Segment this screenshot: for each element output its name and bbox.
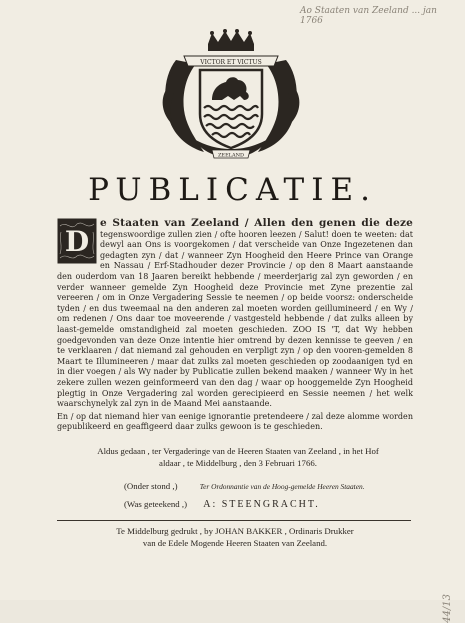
decorated-initial	[57, 218, 97, 264]
handwritten-annotation: Ao Staaten van Zeeland ... jan 1766	[300, 6, 437, 26]
done-line-1: Aldus gedaan , ter Vergaderinge van de Heeren Staaten van Zeeland , in het Hof	[97, 446, 379, 456]
corner-annotation: 44/13	[442, 594, 453, 623]
dropcap-letter: D	[64, 225, 90, 258]
signature-name: A: STEENGRACHT.	[203, 499, 320, 510]
divider-rule	[57, 520, 411, 521]
onder-stond-label: (Onder stond ,)	[124, 481, 178, 491]
done-statement	[68, 446, 408, 469]
proclamation-body	[57, 218, 413, 433]
motto-banner-text: VICTOR ET VICTUS	[200, 59, 262, 66]
ordonnantie-text: Ter Ordonnantie van de Hoog-gemelde Heeren Staaten.	[199, 482, 365, 491]
opening-line: e Staaten van Zeeland / Allen den genen die deze	[100, 217, 413, 229]
printer-line-1: Te Middelburg gedrukt , by JOHAN BAKKER , Ordinaris Drukker	[116, 526, 354, 536]
printer-imprint	[57, 526, 413, 549]
signature-line	[124, 499, 444, 511]
closing-paragraph: En / op dat niemand hier van eenige ignorantie pretendeere / zal deze alomme worden gepublikeerd en geaffigeerd daar zulks gewoon is te geschieden.	[57, 411, 413, 432]
coat-of-arms-zeeland	[156, 30, 306, 162]
page-title: PUBLICATIE.	[88, 172, 377, 208]
printer-line-2: van de Edele Mogende Heeren Staaten van Zeeland.	[142, 537, 328, 548]
was-geteekend-label: (Was geteekend ,)	[124, 499, 188, 509]
done-line-2: aldaar , te Middelburg , den 3 Februari 1766.	[159, 457, 317, 468]
onder-stond-line	[124, 481, 424, 493]
proclamation-text: tegenswoordige zullen zien / ofte hooren leezen / Salut! doen te weeten: dat dewyl aan Ons is voorgekomen / dat verscheide van Onze Ingezetenen dan gedagten zyn / dat / wanneer Zyn Hoogheid den Heere Prince van Orange en Nassau / Erf-Stadhouder dezer Provincie / op den 8 Maart aanstaande den ouderdom van 18 Jaaren bereikt hebbende / meerderjarig zal zyn geworden / en verder wanneer gemelde Zyn Hoogheid deze Provincie met Zyne prezentie zal vereeren / om in Onze Vergadering Sessie te neemen / op beide voorsz: onderscheide tyden / en dus tweemaal na den anderen zal moeten worden geillumineerd / en Wy / om redenen / Ons daar toe moveerende / vastgesteld hebbende / dat zulks alleen by laast-gemelde omstandigheid zal moeten geschieden. ZOO IS 'T, dat Wy hebben goedgevonden van deze Onze intentie hier omtrend by dezen kennisse te geeven / en te verklaaren / dat niemand zal gehouden en verpligt zyn / op den vooren-gemelden 8 Maart te Illumineeren / maar dat zulks zal moeten geschieden op zoodaanigen tyd en in dier voegen / als Wy nader by Publicatie zullen bekend maaken / wanneer Wy in het zekere zullen wezen geinformeerd van den dag / waar op hooggemelde Zyn Hoogheid plegtig in Onze Vergadering zal worden gerecipieerd en Sessie neemen / het welk waarschynelyk zal zyn in de Maand Mei aanstaande.	[57, 229, 413, 409]
crest-base-text: ZEELAND	[217, 152, 245, 159]
